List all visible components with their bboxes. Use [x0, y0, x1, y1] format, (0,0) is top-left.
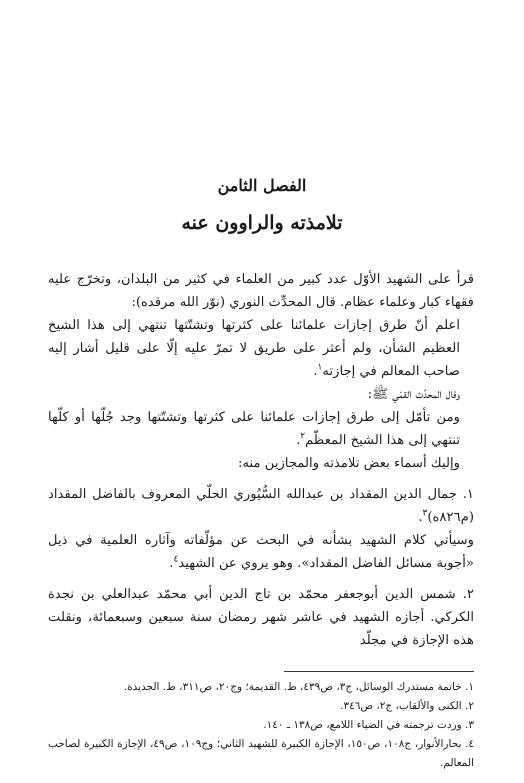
paragraph: وسيأتي كلام الشهيد بشأنه في البحث عن مؤلّفاته وآثاره العلمية في ذيل «أجوبة مسائل الفاضل المقداد». وهو يروي عن الشهيد$^٤$. [48, 533, 474, 571]
footnote: ٣. وردت ترجمته في الضياء اللامع، ص١٣٨ ـ ١٤٠. [263, 719, 474, 731]
footnote-mark: ١ [317, 362, 323, 373]
paragraph: قرأ على الشهيد الأوّل عدد كبير من العلماء في كثير من البلدان، وتخرّج عليه فقهاء كبار وعلماء عظام. قال المحدِّث النوري (نوّر الله مرقده): [48, 272, 474, 310]
quote: ومن تأمّل إلى طرق إجازات علمائنا على كثرتها وتشتّتها وجد جُلّها أو كلّها تنتهي إلى هذا الشيخ المعظّم$^٢$. [48, 410, 460, 448]
list-item: ٢. شمس الدين أبوجعفر محمّد بن تاج الدين أبي محمّد عبدالعلي بن نجدة الكركي. أجازه الشهيد في عاشر شهر رمضان سنة سبعين وسبعمائة، ونقلت هذه الإجازة في مجلّد [48, 587, 474, 648]
paragraph: وإليك أسماء بعض تلامذته والمجازين منه: [238, 456, 460, 471]
footnote-separator [284, 671, 474, 672]
footnotes [48, 678, 474, 773]
footnote-mark: ٢ [300, 431, 306, 442]
chapter-subtitle: تلامذته والراوون عنه [181, 212, 343, 234]
list-item: ١. جمال الدين المقداد بن عبدالله السُّيُوري الحلّي المعروف بالفاضل المقداد (م٨٢٦ه)$^٣$. [48, 487, 474, 525]
footnote-mark: ٣ [422, 508, 428, 519]
chapter-title: الفصل الثامن [217, 176, 307, 195]
footnote: ١. خاتمة مستدرك الوسائل، ج٣، ص٤٣٩، ط. القديمة؛ وج٢٠، ص٣١١، ط. الجديدة. [123, 681, 474, 693]
body-text [48, 268, 474, 652]
quote: اعلم أنّ طرق إجازات علمائنا على كثرتها وتشتّتها تنتهي إلى هذا الشيخ العظيم الشأن، ولم أعثر على طريق لا تمرّ عليه إلّا على قليل أشار إليه صاحب المعالم في إجازته$^١$. [48, 318, 460, 379]
footnote: ٤. بحارالأنوار، ج١٠٨، ص١٥٠، الإجازة الكبيرة للشهيد الثاني؛ وج١٠٩، ص٤٩، الإجازة الكبيرة لصاحب المعالم. [48, 738, 475, 769]
paragraph: وقال المحدِّث القمّي ﷺ: [367, 387, 460, 402]
footnote: ٢. الكنى والألقاب، ج٢، ص٣٤٦. [340, 700, 474, 712]
footnote-mark: ٤ [173, 554, 179, 565]
